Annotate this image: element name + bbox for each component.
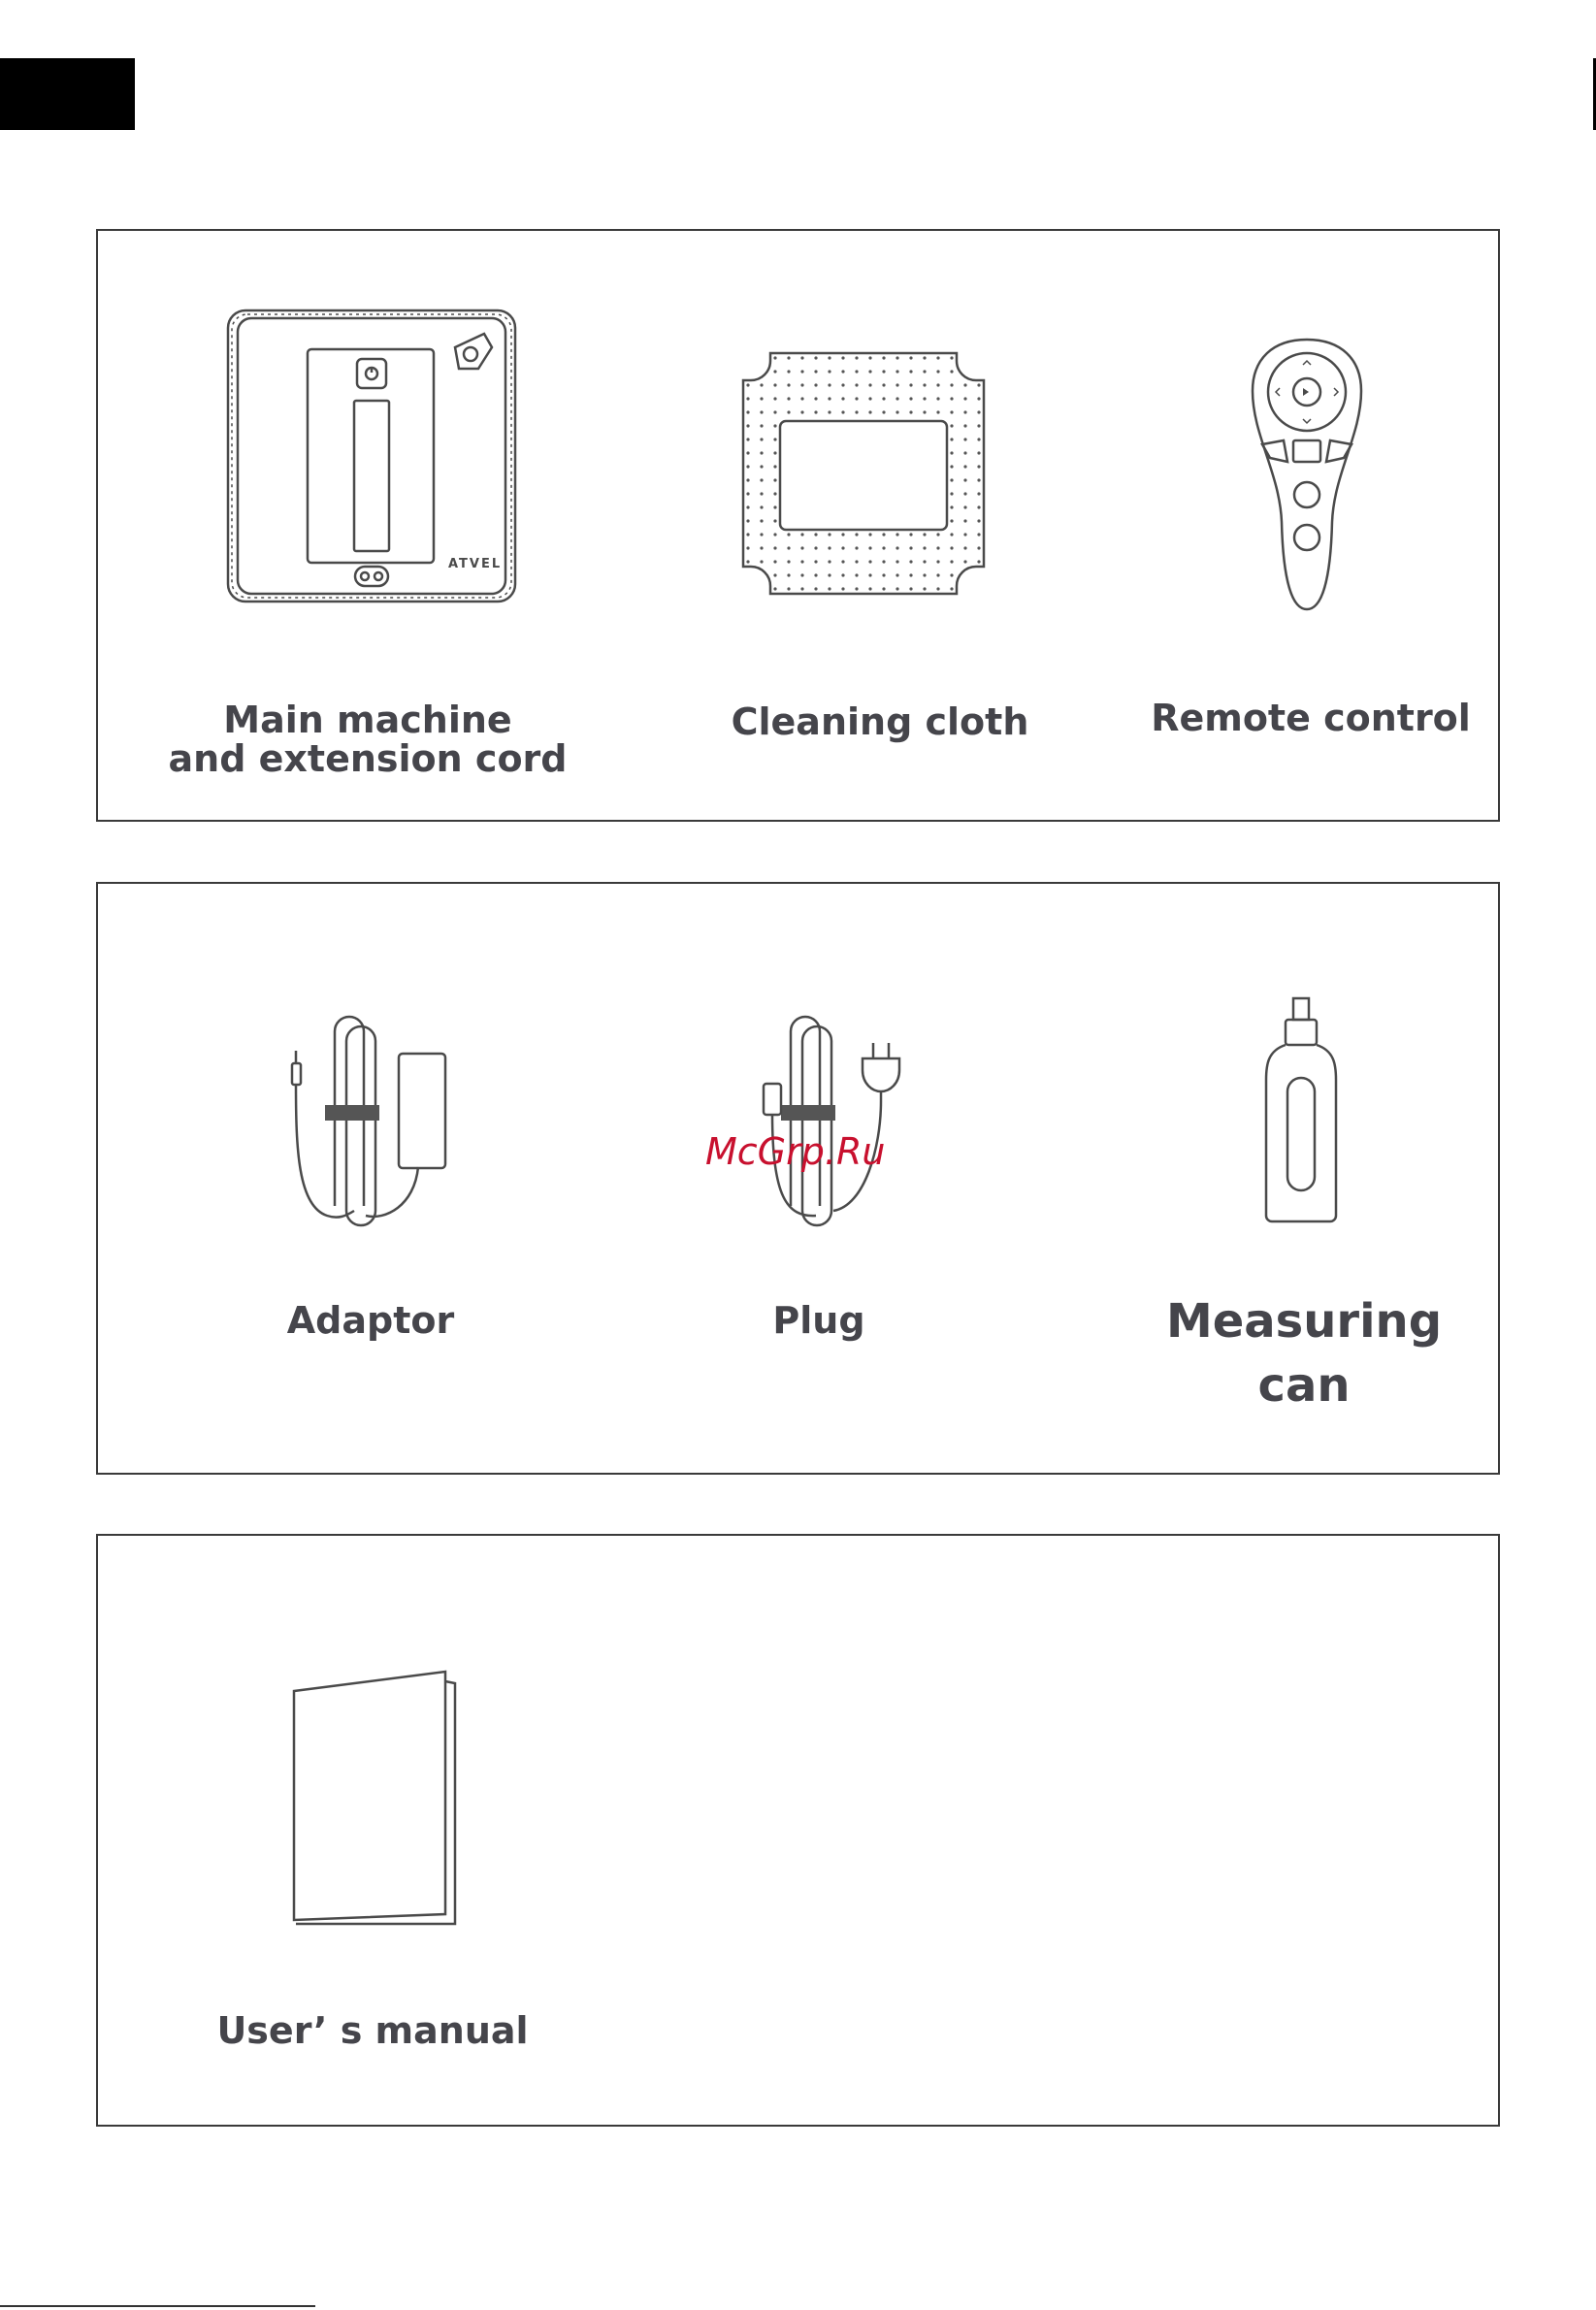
label-cleaning-cloth: Cleaning cloth — [731, 700, 1029, 743]
page-tab-marker — [0, 58, 135, 130]
label-users-manual: User’ s manual — [216, 2009, 529, 2052]
measuring-can-icon — [1264, 996, 1342, 1225]
label-adaptor: Adaptor — [286, 1299, 455, 1342]
plug-icon — [729, 1012, 923, 1235]
package-contents-row-2 — [96, 882, 1500, 1475]
footer-line — [0, 2305, 315, 2307]
package-contents-row-3 — [96, 1534, 1500, 2127]
label-measuring-can: Measuring can — [1165, 1294, 1443, 1413]
watermark-text: McGrp.Ru — [705, 1130, 886, 1173]
label-main-machine: Main machine and extension cord — [168, 699, 568, 780]
manual-booklet-icon — [292, 1670, 461, 1926]
label-plug: Plug — [772, 1299, 865, 1342]
label-remote-control: Remote control — [1151, 697, 1471, 739]
package-contents-row-1 — [96, 229, 1500, 822]
cleaning-cloth-icon — [741, 351, 986, 596]
adaptor-icon — [288, 1012, 455, 1235]
brand-logo: ATVEL — [448, 557, 503, 571]
remote-control-icon — [1249, 338, 1365, 611]
